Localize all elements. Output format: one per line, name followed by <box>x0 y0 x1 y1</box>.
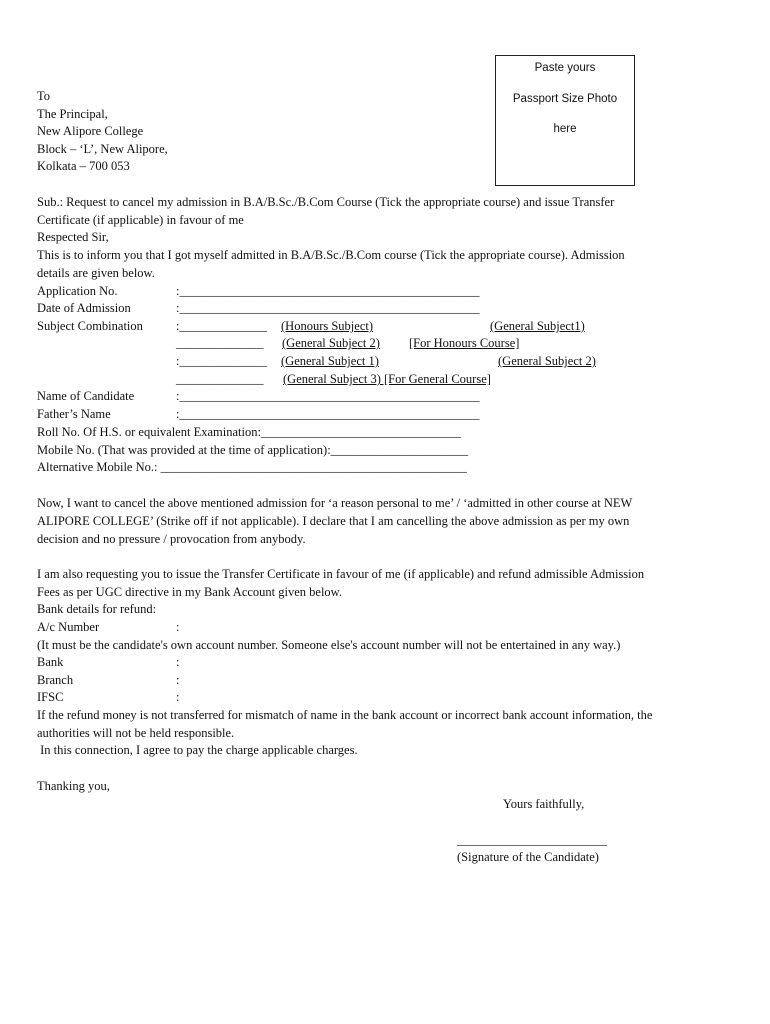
signature-line[interactable]: ________________________ <box>457 833 607 847</box>
general-subject-2-label: (General Subject 2) <box>282 336 380 350</box>
alternative-mobile-field[interactable]: Alternative Mobile No.: _________________________________________________ <box>37 460 467 474</box>
bank-field[interactable]: : <box>176 655 180 669</box>
refund-note-line-3: In this connection, I agree to pay the charge applicable charges. <box>37 743 358 757</box>
branch-field[interactable]: : <box>176 673 180 687</box>
address-to: To <box>37 89 51 103</box>
cancel-paragraph-line-1: Now, I want to cancel the above mentioned admission for ‘a reason personal to me’ / ‘admitted in other course at NEW <box>37 496 633 510</box>
date-of-admission-field[interactable]: :________________________________________________ <box>176 301 480 315</box>
general-subject-2-field[interactable]: ______________ <box>176 336 264 350</box>
cancel-paragraph-line-2: ALIPORE COLLEGE’ (Strike off if not applicable). I declare that I am cancelling the above admission as per my own <box>37 514 630 528</box>
salutation: Respected Sir, <box>37 230 109 244</box>
general-subject-2b-label: (General Subject 2) <box>498 354 596 368</box>
father-name-label: Father’s Name <box>37 407 111 421</box>
mobile-no-field[interactable]: Mobile No. (That was provided at the time of application):______________________ <box>37 443 469 457</box>
address-line-4: Kolkata – 700 053 <box>37 159 130 173</box>
general-subject-1-field[interactable]: :______________ <box>176 354 267 368</box>
account-number-note: (It must be the candidate's own account number. Someone else's account number will not be entertained in any way.) <box>37 638 621 652</box>
bank-label: Bank <box>37 655 64 669</box>
photo-box-line-2: Passport Size Photo <box>512 93 618 105</box>
address-line-2: New Alipore College <box>37 124 144 138</box>
honours-subject-label: (Honours Subject) <box>281 319 373 333</box>
intro-line-1: This is to inform you that I got myself admitted in B.A/B.Sc./B.Com course (Tick the appropriate course). Admission <box>37 248 625 262</box>
subject-line-1: Sub.: Request to cancel my admission in B.A/B.Sc./B.Com Course (Tick the appropriate course) and issue Transfer <box>37 195 615 209</box>
subject-combination-label: Subject Combination <box>37 319 143 333</box>
signature-label: (Signature of the Candidate) <box>457 850 599 864</box>
application-no-field[interactable]: :________________________________________________ <box>176 284 480 298</box>
thanking-you: Thanking you, <box>37 779 110 793</box>
intro-line-2: details are given below. <box>37 266 155 280</box>
passport-photo-box <box>495 55 635 186</box>
photo-box-line-1: Paste yours <box>534 62 596 74</box>
yours-faithfully: Yours faithfully, <box>503 797 585 811</box>
cancel-paragraph-line-3: decision and no pressure / provocation from anybody. <box>37 532 306 546</box>
roll-no-field[interactable]: Roll No. Of H.S. or equivalent Examination:________________________________ <box>37 425 461 439</box>
ifsc-label: IFSC <box>37 690 64 704</box>
bank-details-heading: Bank details for refund: <box>37 602 157 616</box>
branch-label: Branch <box>37 673 74 687</box>
photo-box-line-3: here <box>553 123 577 135</box>
father-name-field[interactable]: :________________________________________________ <box>176 407 480 421</box>
date-of-admission-label: Date of Admission <box>37 301 131 315</box>
general-subject1-label: (General Subject1) <box>490 319 585 333</box>
general-subject-3-field[interactable]: ______________ <box>176 372 264 386</box>
tc-paragraph-line-2: Fees as per UGC directive in my Bank Account given below. <box>37 585 343 599</box>
subject-line-2: Certificate (if applicable) in favour of me <box>37 213 244 227</box>
ifsc-field[interactable]: : <box>176 690 180 704</box>
tc-paragraph-line-1: I am also requesting you to issue the Transfer Certificate in favour of me (if applicable) and refund admissible Admission <box>37 567 645 581</box>
address-line-3: Block – ‘L’, New Alipore, <box>37 142 168 156</box>
general-subject-3-label: (General Subject 3) [For General Course] <box>283 372 491 386</box>
for-honours-course-label: [For Honours Course] <box>409 336 520 350</box>
general-subject-1b-label: (General Subject 1) <box>281 354 379 368</box>
account-number-label: A/c Number <box>37 620 100 634</box>
candidate-name-field[interactable]: :________________________________________________ <box>176 389 480 403</box>
account-number-field[interactable]: : <box>176 620 180 634</box>
application-no-label: Application No. <box>37 284 118 298</box>
address-line-1: The Principal, <box>37 107 108 121</box>
refund-note-line-1: If the refund money is not transferred for mismatch of name in the bank account or incorrect bank account information, the <box>37 708 653 722</box>
honours-subject-field[interactable]: :______________ <box>176 319 267 333</box>
candidate-name-label: Name of Candidate <box>37 389 135 403</box>
refund-note-line-2: authorities will not be held responsible. <box>37 726 235 740</box>
